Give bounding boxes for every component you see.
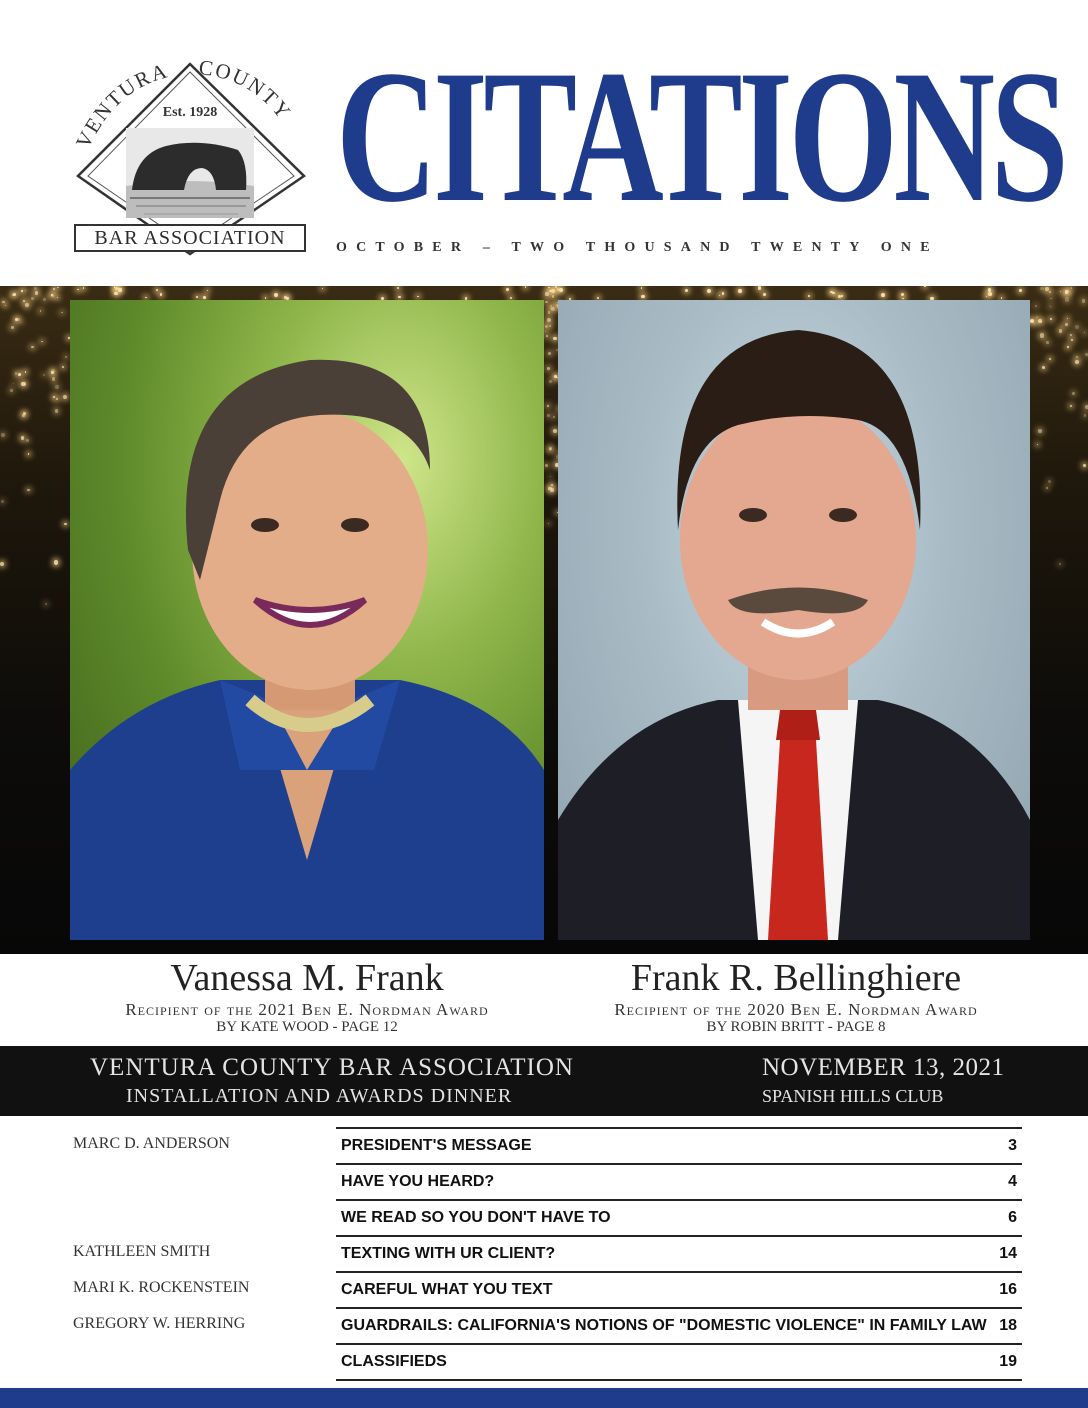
sparkle-dot (65, 356, 68, 359)
sparkle-dot (901, 293, 904, 296)
toc-row[interactable] (0, 1307, 1088, 1343)
sparkle-dot (28, 453, 30, 455)
sparkle-dot (1084, 414, 1087, 417)
sparkle-dot (1076, 356, 1078, 358)
toc-entry[interactable] (336, 1343, 1022, 1379)
sparkle-dot (1048, 480, 1051, 483)
sparkle-dot (547, 318, 551, 322)
sparkle-dot (34, 287, 37, 290)
sparkle-dot (559, 288, 563, 292)
honoree-name: Frank R. Bellinghiere (630, 957, 962, 999)
sparkle-dot (547, 405, 549, 407)
toc-entry[interactable] (336, 1271, 1022, 1307)
sparkle-dot (1075, 325, 1079, 329)
sparkle-dot (207, 290, 208, 291)
toc-title: PRESIDENT'S MESSAGE (341, 1137, 532, 1154)
sparkle-dot (62, 366, 64, 368)
sparkle-dot (63, 395, 67, 399)
sparkle-dot (41, 341, 42, 342)
honoree-award: Recipient of the 2021 Ben E. Nordman Award (125, 1000, 489, 1019)
sparkle-dot (51, 294, 53, 296)
sparkle-dot (549, 325, 551, 327)
sparkle-dot (545, 464, 548, 467)
sparkle-dot (21, 436, 25, 440)
sparkle-dot (552, 295, 555, 298)
sparkle-dot (1059, 563, 1062, 566)
sparkle-dot (719, 295, 720, 296)
sparkle-dot (118, 288, 121, 291)
sparkle-dot (35, 291, 38, 294)
sparkle-dot (924, 286, 925, 287)
sparkle-dot (1070, 405, 1072, 407)
sparkle-dot (322, 288, 323, 289)
sparkle-dot (21, 290, 22, 291)
sparkle-dot (1, 500, 4, 503)
sparkle-dot (397, 287, 399, 289)
sparkle-dot (547, 367, 550, 370)
sparkle-dot (83, 287, 85, 289)
sparkle-dot (545, 301, 548, 304)
sparkle-dot (1038, 429, 1042, 433)
sparkle-dot (160, 293, 163, 296)
sparkle-dot (1038, 319, 1042, 323)
sparkle-dot (5, 305, 6, 306)
sparkle-dot (57, 287, 59, 289)
toc-entry[interactable] (336, 1307, 1022, 1343)
sparkle-dot (43, 374, 45, 376)
sparkle-dot (1072, 392, 1075, 395)
sparkle-dot (274, 293, 278, 297)
sparkle-dot (398, 296, 401, 299)
sparkle-dot (1, 433, 5, 437)
toc-author: KATHLEEN SMITH (73, 1243, 211, 1260)
event-subtitle: INSTALLATION AND AWARDS DINNER (126, 1085, 513, 1107)
sparkle-dot (1071, 287, 1072, 288)
honoree-byline: BY KATE WOOD - PAGE 12 (216, 1019, 398, 1035)
sparkle-dot (1060, 291, 1062, 293)
toc-title: TEXTING WITH UR CLIENT? (341, 1245, 556, 1262)
sparkle-dot (1067, 318, 1068, 319)
sparkle-dot (545, 292, 548, 295)
sparkle-dot (553, 416, 555, 418)
sparkle-dot (1050, 318, 1052, 320)
sparkle-dot (548, 287, 550, 289)
sparkle-dot (551, 307, 555, 311)
sparkle-dot (22, 414, 25, 417)
sparkle-dot (549, 448, 551, 450)
sparkle-dot (56, 398, 58, 400)
toc-author: MARC D. ANDERSON (73, 1135, 230, 1152)
sparkle-dot (763, 293, 766, 296)
toc-page-number: 16 (999, 1281, 1017, 1298)
portrait-man-illustration (558, 300, 1030, 940)
toc-page-number: 3 (1008, 1137, 1017, 1154)
sparkle-dot (145, 297, 147, 299)
sparkle-dot (549, 380, 552, 383)
sparkle-dot (641, 295, 644, 298)
sparkle-dot (1049, 291, 1052, 294)
sparkle-dot (554, 375, 557, 378)
sparkle-dot (1001, 297, 1002, 298)
sparkle-dot (18, 373, 21, 376)
sparkle-dot (265, 297, 266, 298)
toc-page-number: 18 (999, 1317, 1017, 1334)
sparkle-dot (1070, 334, 1071, 335)
toc-entry[interactable] (336, 1235, 1022, 1271)
toc-page-number: 19 (999, 1353, 1017, 1370)
sparkle-dot (548, 352, 551, 355)
sparkle-dot (0, 562, 4, 566)
magazine-title: CITATIONS (336, 32, 1065, 242)
sparkle-dot (553, 337, 556, 340)
sparkle-dot (77, 289, 78, 290)
sparkle-dot (26, 439, 29, 442)
sparkle-dot (506, 288, 509, 291)
honoree-award: Recipient of the 2020 Ben E. Nordman Award (614, 1000, 978, 1019)
sparkle-dot (547, 414, 550, 417)
sparkle-dot (1030, 319, 1034, 323)
toc-row[interactable] (0, 1271, 1088, 1307)
event-date: NOVEMBER 13, 2021 (762, 1054, 1005, 1081)
toc-row[interactable] (0, 1127, 1088, 1163)
footer-color-bar (0, 1388, 1088, 1408)
sparkle-dot (986, 296, 987, 297)
sparkle-dot (707, 289, 711, 293)
sparkle-dot (25, 290, 27, 292)
sparkle-dot (45, 603, 47, 605)
sparkle-dot (1019, 289, 1022, 292)
sparkle-dot (23, 300, 25, 302)
toc-author: MARI K. ROCKENSTEIN (73, 1279, 250, 1296)
toc-title: CLASSIFIEDS (341, 1353, 447, 1370)
sparkle-dot (1037, 444, 1038, 445)
sparkle-dot (808, 295, 810, 297)
sparkle-dot (13, 383, 14, 384)
sparkle-dot (1065, 323, 1068, 326)
toc-entry[interactable] (336, 1163, 1022, 1199)
sparkle-dot (1065, 297, 1069, 301)
logo-arc-left: VENTURA (70, 58, 172, 152)
toc-page-number: 14 (999, 1245, 1017, 1262)
sparkle-dot (555, 286, 557, 288)
toc-page-number: 6 (1008, 1209, 1017, 1226)
sparkle-dot (52, 377, 55, 380)
sparkle-dot (417, 296, 419, 298)
toc-page-number: 4 (1008, 1173, 1017, 1190)
portrait-woman-illustration (70, 300, 544, 940)
sparkle-dot (10, 389, 13, 392)
toc-row[interactable] (0, 1163, 1088, 1199)
toc-divider (336, 1379, 1022, 1381)
sparkle-dot (1046, 487, 1047, 488)
toc-title: HAVE YOU HEARD? (341, 1173, 495, 1190)
honoree-caption-left (70, 956, 544, 1035)
toc-row[interactable] (0, 1343, 1088, 1379)
toc-row[interactable] (0, 1199, 1088, 1235)
sparkle-dot (1061, 326, 1062, 327)
sparkle-dot (55, 385, 59, 389)
sparkle-dot (685, 289, 688, 292)
sparkle-dot (43, 298, 46, 301)
sparkle-dot (1042, 366, 1045, 369)
sparkle-dot (881, 293, 885, 297)
sparkle-dot (55, 409, 59, 413)
sparkle-dot (1075, 360, 1079, 364)
sparkle-dot (1034, 323, 1035, 324)
sparkle-dot (1035, 305, 1037, 307)
sparkle-dot (1040, 287, 1044, 291)
sparkle-dot (841, 295, 842, 296)
sparkle-dot (40, 310, 42, 312)
sparkle-dot (17, 318, 20, 321)
sparkle-dot (1071, 339, 1072, 340)
toc-title: GUARDRAILS: CALIFORNIA'S NOTIONS OF "DOMESTIC VIOLENCE" IN FAMILY LAW (341, 1317, 987, 1334)
sparkle-dot (53, 396, 55, 398)
sparkle-dot (738, 289, 741, 292)
toc-title: WE READ SO YOU DON'T HAVE TO (341, 1209, 611, 1226)
sparkle-dot (553, 429, 557, 433)
sparkle-dot (11, 326, 13, 328)
sparkle-dot (114, 292, 118, 296)
sparkle-dot (31, 297, 34, 300)
sparkle-dot (25, 303, 29, 307)
sparkle-dot (546, 335, 548, 337)
sparkle-dot (2, 301, 5, 304)
event-banner (0, 1046, 1088, 1116)
sparkle-dot (722, 292, 725, 295)
sparkle-dot (597, 297, 599, 299)
sparkle-dot (1083, 464, 1086, 467)
honoree-caption-right (548, 956, 1044, 1035)
issue-date: OCTOBER – TWO THOUSAND TWENTY ONE (336, 240, 939, 255)
toc-entry[interactable] (336, 1199, 1022, 1235)
sparkle-dot (758, 286, 762, 290)
sparkle-dot (988, 292, 992, 296)
sparkle-dot (13, 293, 16, 296)
honoree-photo-left (70, 300, 544, 940)
logo-established: Est. 1928 (162, 105, 218, 120)
toc-entry[interactable] (336, 1127, 1022, 1163)
sparkle-dot (54, 560, 58, 564)
sparkle-dot (550, 476, 552, 478)
sparkle-dot (551, 484, 553, 486)
sparkle-dot (548, 311, 551, 314)
sparkle-dot (1046, 341, 1049, 344)
sparkle-dot (832, 292, 835, 295)
sparkle-dot (1050, 306, 1051, 307)
sparkle-dot (53, 288, 55, 290)
event-venue: SPANISH HILLS CLUB (762, 1086, 944, 1106)
event-organization: VENTURA COUNTY BAR ASSOCIATION (90, 1054, 574, 1081)
sparkle-dot (1067, 346, 1069, 348)
honoree-byline: BY ROBIN BRITT - PAGE 8 (706, 1019, 886, 1035)
sparkle-dot (196, 296, 198, 298)
sparkle-dot (1036, 316, 1038, 318)
sparkle-dot (525, 286, 527, 288)
sparkle-dot (156, 289, 159, 292)
honoree-photo-right (558, 300, 1030, 940)
sparkle-dot (1040, 333, 1044, 337)
sparkle-dot (25, 371, 26, 372)
sparkle-dot (1082, 299, 1085, 302)
sparkle-dot (31, 346, 33, 348)
sparkle-dot (1049, 358, 1052, 361)
sparkle-dot (1084, 332, 1085, 333)
sparkle-dot (641, 287, 643, 289)
logo-bar-label: BAR ASSOCIATION (74, 224, 306, 252)
sparkle-dot (545, 331, 546, 332)
toc-title: CAREFUL WHAT YOU TEXT (341, 1281, 553, 1298)
logo-arc-right: COUNTY (197, 58, 297, 125)
sparkle-dot (548, 523, 549, 524)
cover-photo-band (0, 286, 1088, 954)
sparkle-dot (1059, 329, 1062, 332)
sparkle-dot (203, 296, 206, 299)
sparkle-dot (1045, 287, 1048, 290)
sparkle-dot (21, 322, 23, 324)
toc-row[interactable] (0, 1235, 1088, 1271)
sparkle-dot (550, 488, 554, 492)
sparkle-dot (64, 523, 66, 525)
sparkle-dot (57, 297, 58, 298)
honoree-name: Vanessa M. Frank (170, 957, 444, 999)
toc-author: GREGORY W. HERRING (73, 1315, 246, 1332)
sparkle-dot (27, 489, 30, 492)
sparkle-dot (1050, 298, 1051, 299)
sparkle-dot (21, 382, 25, 386)
sparkle-dot (61, 312, 63, 314)
